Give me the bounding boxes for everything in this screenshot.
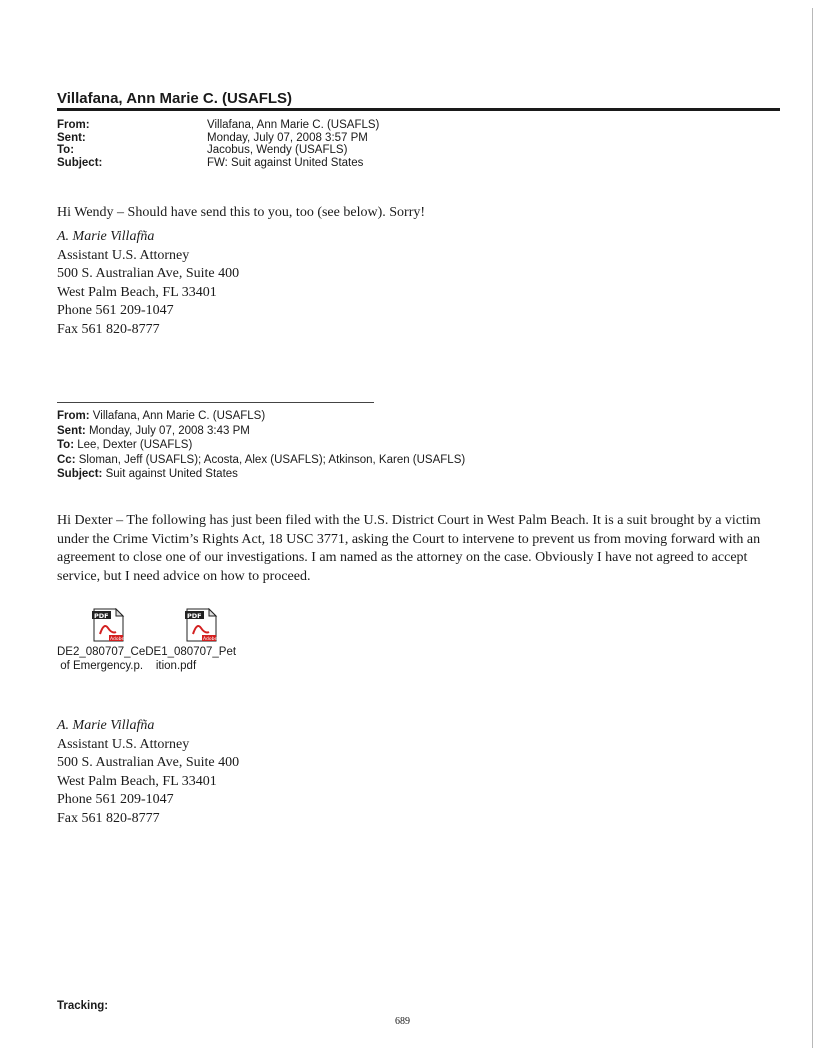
header-value: Villafana, Ann Marie C. (USAFLS) xyxy=(207,119,380,131)
fwd-value: Sloman, Jeff (USAFLS); Acosta, Alex (USAFLS); Atkinson, Karen (USAFLS) xyxy=(78,453,466,466)
pdf-file-icon xyxy=(183,608,219,642)
header-label: To: xyxy=(57,144,75,156)
header-value: FW: Suit against United States xyxy=(207,156,364,169)
fwd-label: Cc: xyxy=(57,453,76,466)
signature-name: A. Marie Villafña xyxy=(57,229,155,244)
header-value: Monday, July 07, 2008 3:57 PM xyxy=(207,131,368,144)
signature-address1: 500 S. Australian Ave, Suite 400 xyxy=(57,755,240,770)
fwd-value: Lee, Dexter (USAFLS) xyxy=(77,439,193,451)
fwd-value: Suit against United States xyxy=(105,468,238,480)
title-rule xyxy=(57,108,780,111)
adobe-label: Adobe xyxy=(110,637,125,642)
attachment-petition-pdf[interactable] xyxy=(150,608,260,642)
header-value: Jacobus, Wendy (USAFLS) xyxy=(207,144,348,156)
signature-block xyxy=(57,228,239,339)
header-row-to xyxy=(57,144,379,157)
signature-title: Assistant U.S. Attorney xyxy=(57,736,190,752)
page-number: 689 xyxy=(395,1016,410,1027)
forward-divider xyxy=(57,402,374,403)
attachments-caption[interactable]: DE2_080707_CeDE1_080707_Pet of Emergency.p. ition.pdf xyxy=(57,646,237,672)
forwarded-header xyxy=(57,409,465,482)
adobe-label: Adobe xyxy=(203,637,218,642)
fwd-row-to xyxy=(57,438,465,453)
fwd-label: Subject: xyxy=(57,468,103,480)
header-label: Subject: xyxy=(57,156,103,169)
pdf-label: PDF xyxy=(94,612,109,620)
signature-title: Assistant U.S. Attorney xyxy=(57,247,190,263)
tracking-label: Tracking: xyxy=(57,1000,109,1012)
pdf-file-icon xyxy=(90,608,126,642)
signature-address2: West Palm Beach, FL 33401 xyxy=(57,284,217,300)
page-edge xyxy=(812,8,813,1048)
signature-address1: 500 S. Australian Ave, Suite 400 xyxy=(57,266,240,281)
fwd-label: Sent: xyxy=(57,424,86,437)
fwd-row-from xyxy=(57,409,465,424)
header-row-from xyxy=(57,119,379,132)
signature-fax: Fax 561 820-8777 xyxy=(57,321,160,337)
signature-address2: West Palm Beach, FL 33401 xyxy=(57,773,217,789)
fwd-label: To: xyxy=(57,439,75,451)
fwd-value: Monday, July 07, 2008 3:43 PM xyxy=(88,424,250,437)
forwarded-body: Hi Dexter – The following has just been filed with the U.S. District Court in West Palm Beach. It is a suit brought by a victim under the Crime Victim’s Rights Act, 18 USC 3771, asking the Court to intervene to prevent us from moving forward with an agreement to close one of our investigations. I am named as the attorney on the case. Obviously I have not agreed to accept service, but I need advice on how to proceed. xyxy=(57,513,761,584)
pdf-label: PDF xyxy=(187,612,202,620)
signature-phone: Phone 561 209-1047 xyxy=(57,303,174,318)
signature-block-forwarded xyxy=(57,717,239,828)
fwd-row-cc xyxy=(57,453,465,468)
header-row-subject xyxy=(57,157,379,170)
fwd-label: From: xyxy=(57,410,90,422)
header-label: From: xyxy=(57,119,90,131)
greeting-text: Hi Wendy – Should have send this to you, too (see below). Sorry! xyxy=(57,205,426,220)
signature-phone: Phone 561 209-1047 xyxy=(57,792,174,807)
document-title: Villafana, Ann Marie C. (USAFLS) xyxy=(57,90,293,107)
email-header xyxy=(57,119,379,169)
fwd-row-sent xyxy=(57,424,465,439)
fwd-row-subject xyxy=(57,467,465,482)
signature-name: A. Marie Villafña xyxy=(57,718,155,733)
signature-fax: Fax 561 820-8777 xyxy=(57,810,160,826)
header-label: Sent: xyxy=(57,131,86,144)
header-row-sent xyxy=(57,132,379,145)
fwd-value: Villafana, Ann Marie C. (USAFLS) xyxy=(92,410,266,422)
